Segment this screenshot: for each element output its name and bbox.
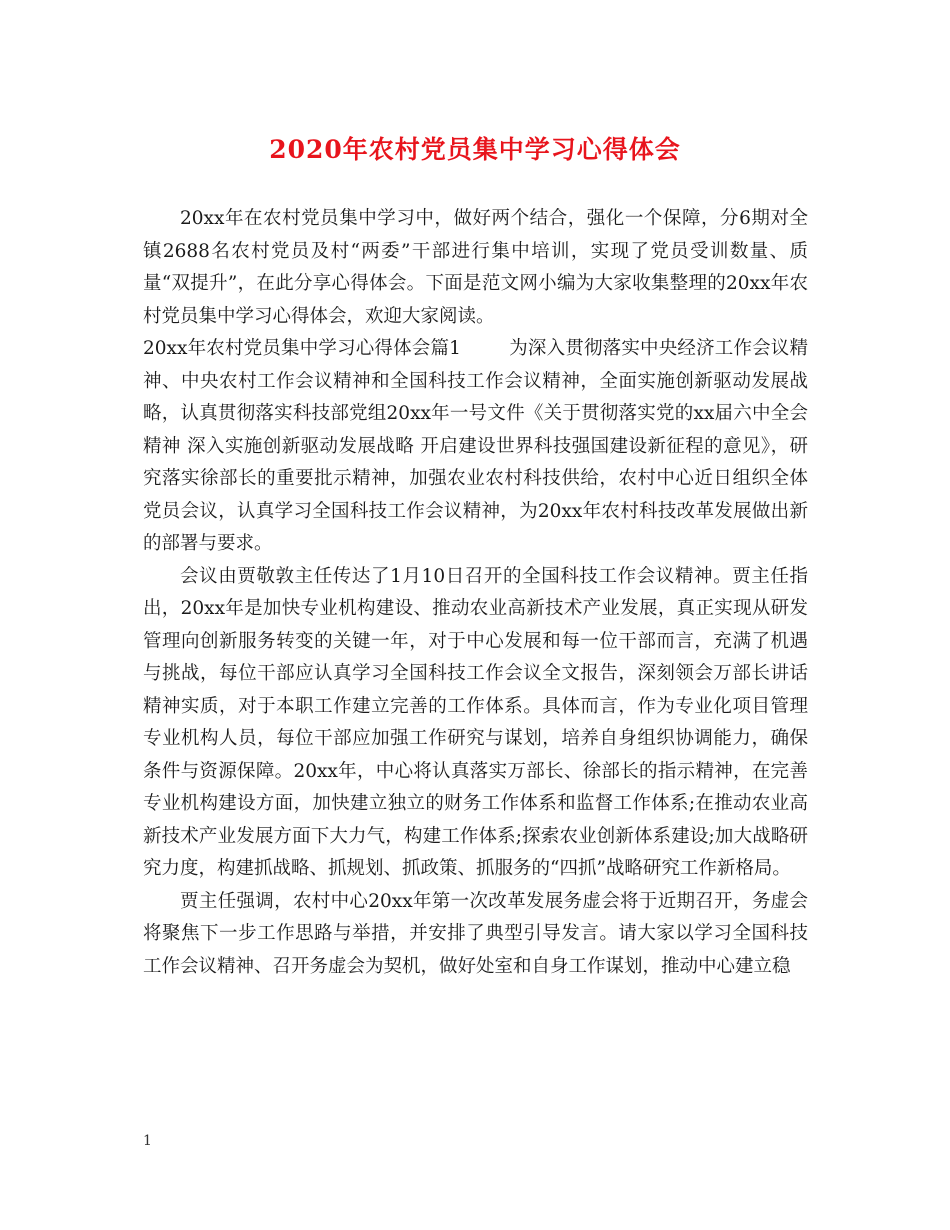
document-body (143, 203, 808, 983)
paragraph-meeting: 会议由贾敬敦主任传达了1月10日召开的全国科技工作会议精神。贾主任指出，20xx年是加快专业机构建设、推动农业高新技术产业发展，真正实现从研发管理向创新服务转变的关键一年，对于中心发展和每一位干部而言，充满了机遇与挑战，每位干部应认真学习全国科技工作会议全文报告，深刻领会万部长讲话精神实质，对于本职工作建立完善的工作体系。具体而言，作为专业化项目管理专业机构人员，每位干部应加强工作研究与谋划，培养自身组织协调能力，确保条件与资源保障。20xx年，中心将认真落实万部长、徐部长的指示精神，在完善专业机构建设方面，加快建立独立的财务工作体系和监督工作体系;在推动农业高新技术产业发展方面下大力气，构建工作体系;探索农业创新体系建设;加大战略研究力度，构建抓战略、抓规划、抓政策、抓服务的“四抓”战略研究工作新格局。 (143, 565, 808, 879)
section-body: 为深入贯彻落实中央经济工作会议精神、中央农村工作会议精神和全国科技工作会议精神，全面实施创新驱动发展战略，认真贯彻落实科技部党组20xx年一号文件《关于贯彻落实党的xx届六中全会精神 深入实施创新驱动发展战略 开启建设世界科技强国建设新征程的意见》，研究落实徐部长的重要批示精神，加强农业农村科技供给，农村中心近日组织全体党员会议，认真学习全国科技工作会议精神，为20xx年农村科技改革发展做出新的部署与要求。 (143, 338, 808, 554)
section-heading: 20xx年农村党员集中学习心得体会篇1 (143, 338, 461, 359)
document-title: 2020年农村党员集中学习心得体会 (269, 135, 681, 164)
paragraph-emphasis: 贾主任强调，农村中心20xx年第一次改革发展务虚会将于近期召开，务虚会将聚焦下一步工作思路与举措，并安排了典型引导发言。请大家以学习全国科技工作会议精神、召开务虚会为契机，做好处室和自身工作谋划，推动中心建立稳 (143, 890, 808, 977)
page-number: 1 (143, 1133, 152, 1149)
paragraph-intro: 20xx年在农村党员集中学习中，做好两个结合，强化一个保障，分6期对全镇2688名农村党员及村“两委”干部进行集中培训，实现了党员受训数量、质量“双提升”，在此分享心得体会。下面是范文网小编为大家收集整理的20xx年农村党员集中学习心得体会，欢迎大家阅读。 (143, 208, 808, 327)
paragraph-section-1 (143, 333, 808, 561)
